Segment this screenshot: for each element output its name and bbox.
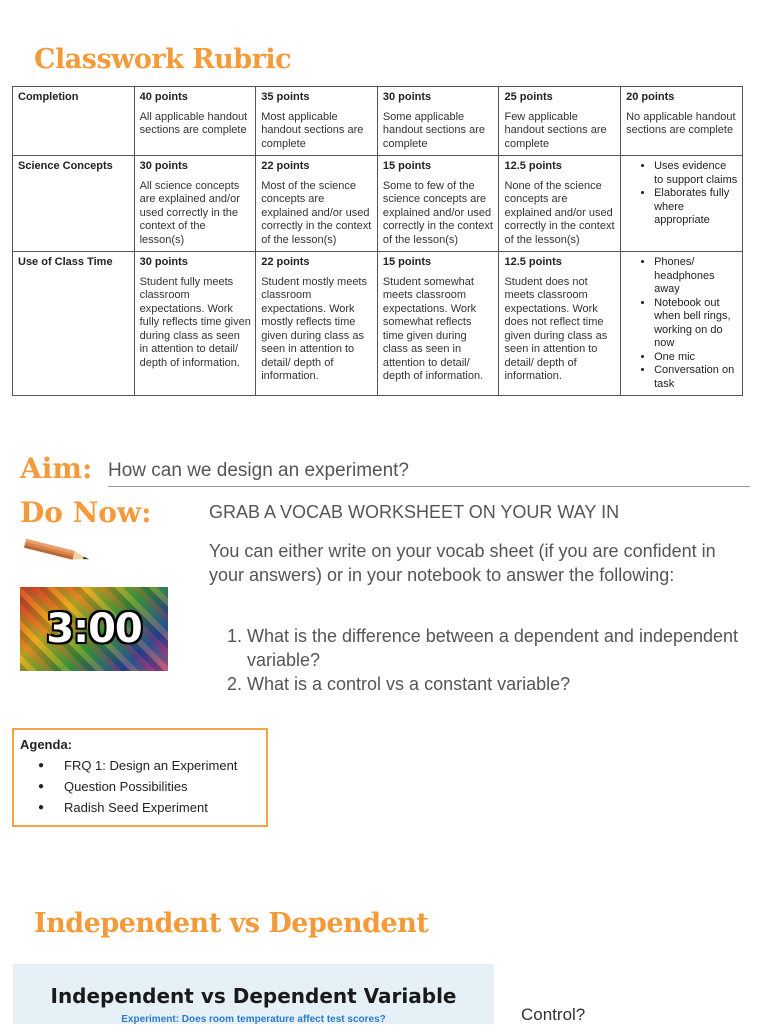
rubric-table [12,86,743,396]
slide-title: Independent vs Dependent Variable [50,984,457,1008]
cell-description: Few applicable handout sections are complete [504,110,607,150]
table-row [13,87,743,156]
aim-label: Aim: [20,452,93,485]
cell-description: None of the science concepts are explained and/or used correctly in the context of the lesson(s) [504,179,615,246]
table-row [13,156,743,252]
list-item: • Phones/ headphones away [654,256,738,297]
points-label: 25 points [504,91,553,103]
rubric-cell [499,156,621,252]
list-item: ● Question Possibilities [38,776,260,797]
rubric-cell [134,156,256,252]
rubric-cell [377,252,499,396]
do-now-label: Do Now: [20,496,152,529]
points-label: 30 points [139,160,188,172]
timer-image [20,587,168,671]
cell-description: Most applicable handout sections are complete [261,110,364,150]
rubric-cell [134,87,256,156]
control-label: Control? [521,1005,586,1024]
points-label: 22 points [261,160,310,172]
page-title: Classwork Rubric [34,44,292,75]
agenda-title: Agenda: [20,737,72,752]
slide-image [13,964,494,1024]
cell-description: Student does not meets classroom expectations. Work does not reflect time given during class as seen in attention to detail/ depth of information. [504,275,608,382]
table-row [13,252,743,396]
aim-text: How can we design an experiment? [108,460,410,481]
list-item: ● Radish Seed Experiment [38,797,260,818]
list-item: • Uses evidence to support claims [654,160,738,187]
points-label: 15 points [382,256,432,268]
rubric-cell [256,252,378,396]
rubric-cell [621,87,743,156]
rubric-cell [134,252,256,396]
rubric-cell [499,87,621,156]
do-now-instruction: GRAB A VOCAB WORKSHEET ON YOUR WAY IN [209,502,620,522]
cell-description: All science concepts are explained and/or used correctly in the context of the lesson(s) [139,179,240,246]
rubric-cell [499,252,621,396]
cell-description: Student mostly meets classroom expectations. Work mostly reflects time given during class as seen in attention to detail/ depth of information. [261,275,367,382]
criterion-cell: Completion [13,87,135,156]
cell-description: All applicable handout sections are complete [139,110,248,136]
points-label: 12.5 points [504,256,562,268]
points-label: 20 points [626,91,675,103]
rubric-cell [256,156,378,252]
do-now-questions [209,624,768,696]
criterion-cell: Science Concepts [13,156,135,252]
section-heading: Independent vs Dependent [34,908,429,939]
do-now-prompt: You can either write on your vocab sheet (if you are confident in your answers) or in your notebook to answer the following: [209,541,716,585]
rubric-cell [377,156,499,252]
cell-description: Some applicable handout sections are complete [382,110,485,150]
list-item: 2. What is a control vs a constant variable? [247,672,768,696]
divider [108,486,750,487]
list-item: • Notebook out when bell rings, working on do now [654,297,738,351]
list-item: • One mic [654,351,738,365]
points-label: 15 points [382,160,432,172]
cell-description: No applicable handout sections are complete [626,110,736,136]
points-label: 30 points [139,256,188,268]
list-item: ● FRQ 1: Design an Experiment [38,755,260,776]
cell-description: Most of the science concepts are explained and/or used correctly in the context of the lesson(s) [261,179,372,246]
criterion-cell: Use of Class Time [13,252,135,396]
points-label: 22 points [261,256,310,268]
points-label: 35 points [261,91,310,103]
rubric-extras-cell [621,252,743,396]
rubric-cell [256,87,378,156]
cell-description: Some to few of the science concepts are explained and/or used correctly in the context of the lesson(s) [382,179,493,246]
agenda-box [12,728,268,827]
list-item: • Conversation on task [654,364,738,391]
rubric-extras-cell [621,156,743,252]
pencil-icon [22,534,94,570]
cell-description: Student somewhat meets classroom expectations. Work somewhat reflects time given during class as seen in attention to detail/ depth of information. [382,275,484,382]
list-item: 1. What is the difference between a dependent and independent variable? [247,624,768,672]
points-label: 40 points [139,91,188,103]
slide-subtitle: Experiment: Does room temperature affect test scores? [121,1014,386,1024]
timer-display: 3:00 [46,606,142,652]
rubric-cell [377,87,499,156]
points-label: 12.5 points [504,160,562,172]
cell-description: Student fully meets classroom expectations. Work fully reflects time given during class as seen in attention to detail/ depth of information. [139,275,251,369]
list-item: • Elaborates fully where appropriate [654,187,738,228]
points-label: 30 points [382,91,432,103]
